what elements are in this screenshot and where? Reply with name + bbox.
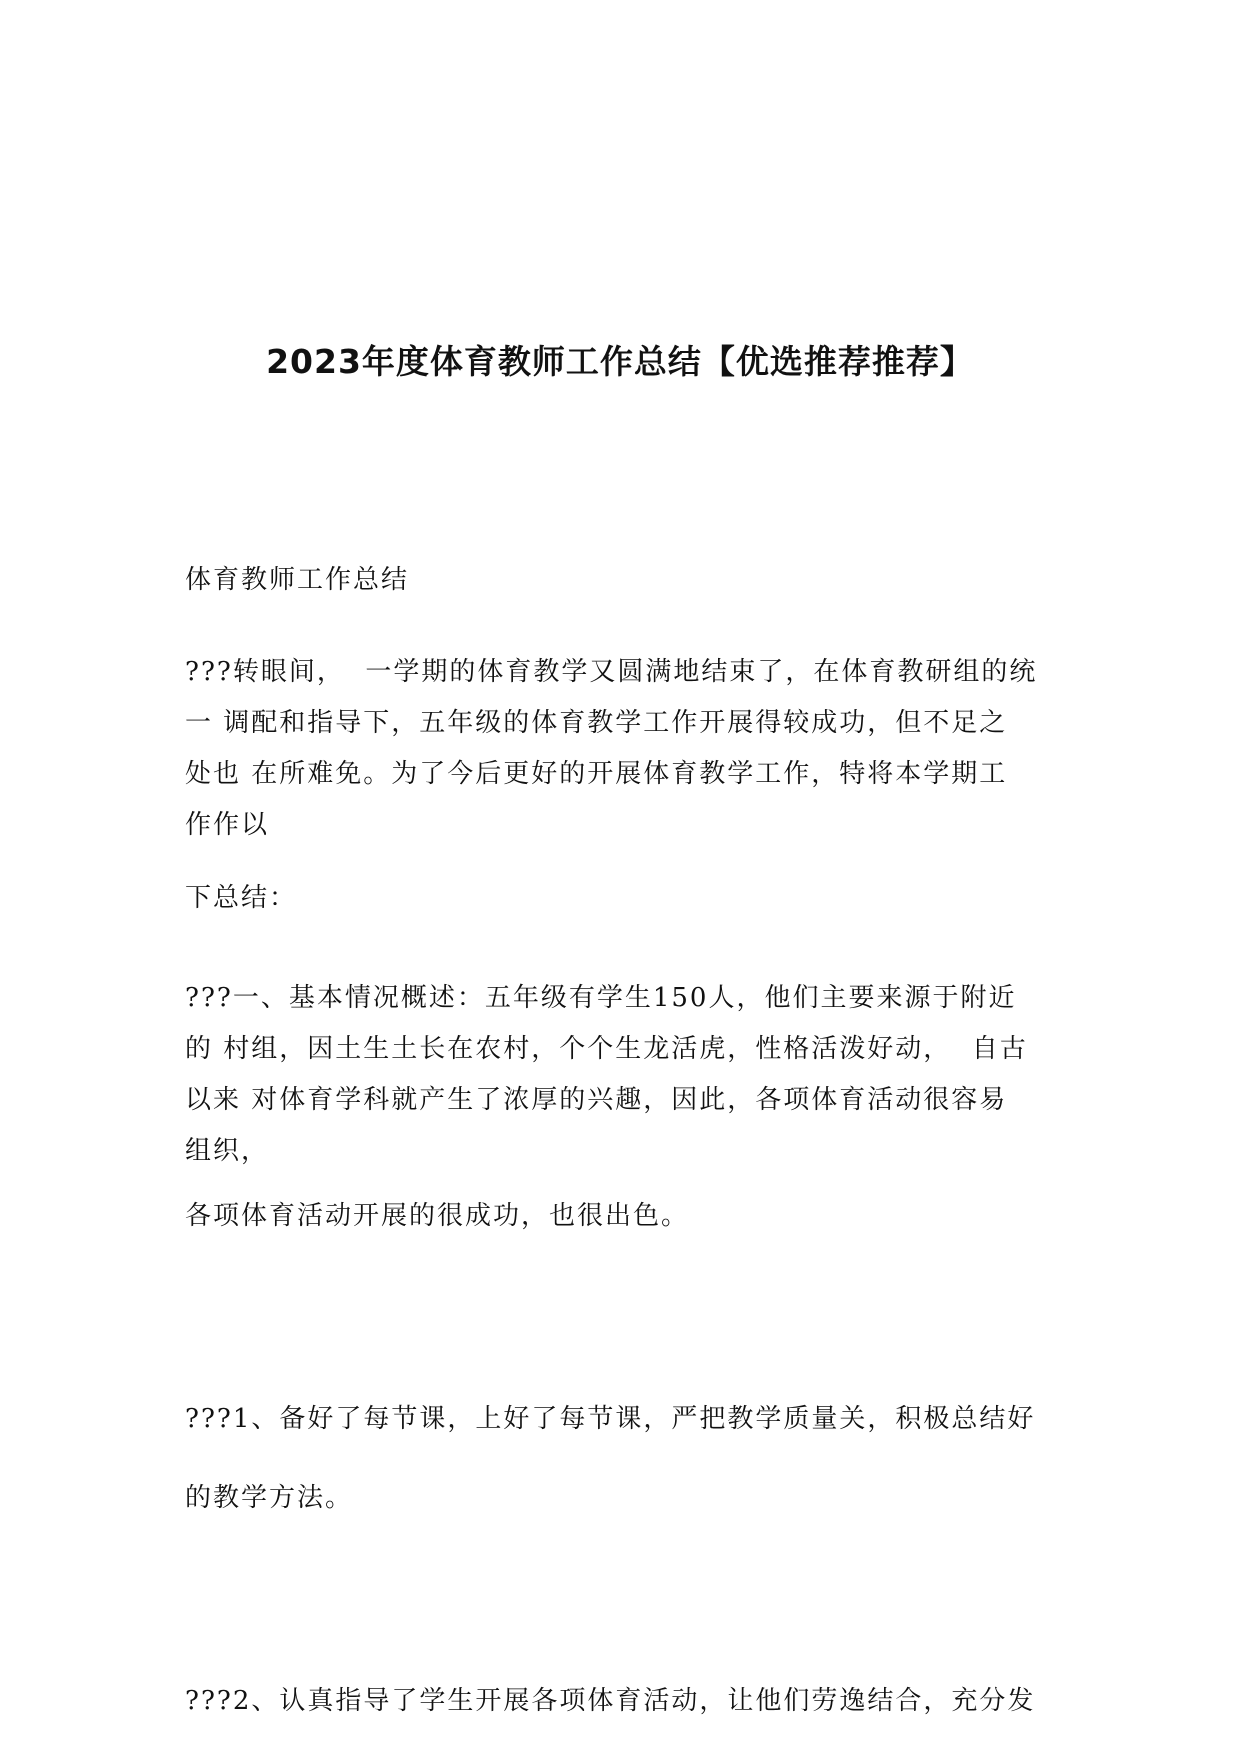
document-title: 2023年度体育教师工作总结【优选推荐推荐】: [266, 342, 974, 381]
paragraph-intro-line-3: 处也 在所难免。为了今后更好的开展体育教学工作，特将本学期工: [185, 759, 1008, 789]
paragraph-item-1-line-2: 的教学方法。: [185, 1483, 354, 1513]
paragraph-intro-line-2: 一 调配和指导下，五年级的体育教学工作开展得较成功，但不足之: [185, 708, 1008, 738]
paragraph-intro-line-1: ???转眼间， 一学期的体育教学又圆满地结束了，在体育教研组的统: [185, 657, 1038, 687]
paragraph-overview-line-2: 的 村组，因土生土长在农村，个个生龙活虎，性格活泼好动， 自古: [185, 1034, 1028, 1064]
paragraph-overview-line-3: 以来 对体育学科就产生了浓厚的兴趣，因此，各项体育活动很容易: [185, 1085, 1008, 1115]
paragraph-overview-line-4: 组织，: [185, 1136, 270, 1166]
paragraph-intro-continuation: 下总结：: [185, 883, 298, 913]
paragraph-item-2-line-1: ???2、认真指导了学生开展各项体育活动，让他们劳逸结合，充分发: [185, 1686, 1036, 1716]
paragraph-intro-line-4: 作作以: [185, 810, 270, 840]
section-heading: 体育教师工作总结: [185, 565, 410, 595]
paragraph-overview-continuation: 各项体育活动开展的很成功，也很出色。: [185, 1201, 690, 1231]
paragraph-item-1-line-1: ???1、备好了每节课，上好了每节课，严把教学质量关，积极总结好: [185, 1404, 1036, 1434]
paragraph-overview-line-1: ???一、基本情况概述：五年级有学生150人，他们主要来源于附近: [185, 983, 1017, 1013]
